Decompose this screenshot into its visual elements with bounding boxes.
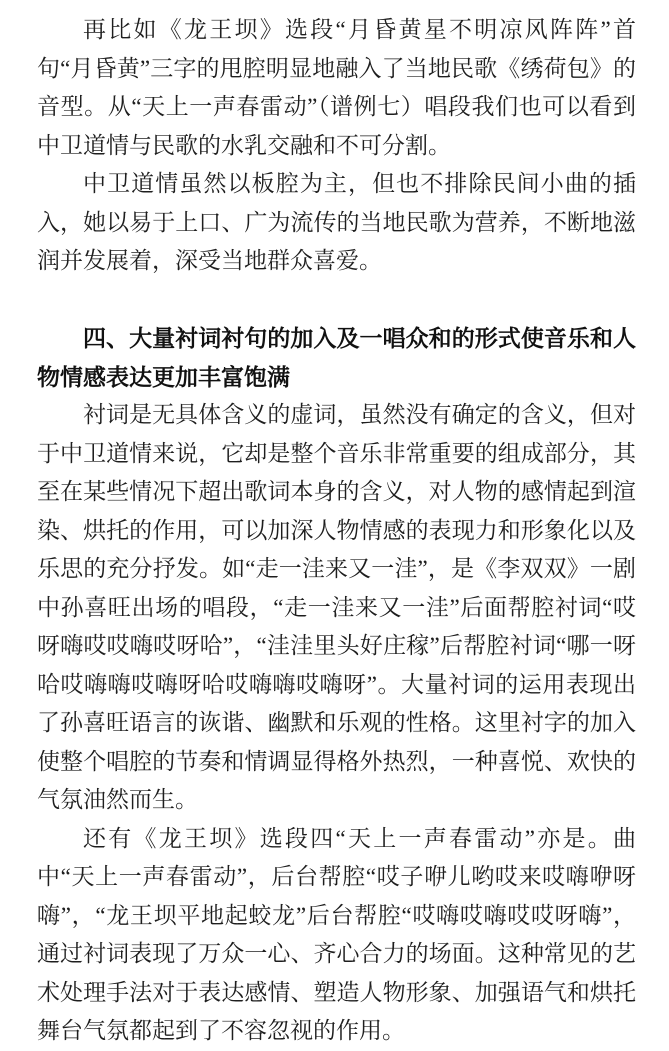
paragraph-chenci-explain: 衬词是无具体含义的虚词，虽然没有确定的含义，但对于中卫道情来说，它却是整个音乐非常重要的组成部分，其至在某些情况下超出歌词本身的含义，对人物的感情起到渲染、烘托的作用，可以加深人物情感的表现力和形象化以及乐思的充分抒发。如“走一洼来又一洼”，是《李双双》一剧中孙喜旺出场的唱段，“走一洼来又一洼”后面帮腔衬词“哎呀嗨哎哎嗨哎呀哈”，“洼洼里头好庄稼”后帮腔衬词“哪一呀哈哎嗨嗨哎嗨呀哈哎嗨嗨哎嗨呀”。大量衬词的运用表现出了孙喜旺语言的诙谐、幽默和乐观的性格。这里衬字的加入使整个唱腔的节奏和情调显得格外热烈，一种喜悦、欢快的气氛油然而生。 (37, 402, 636, 812)
paragraph-longwangba-quote: 再比如《龙王坝》选段“月昏黄星不明凉风阵阵”首句“月昏黄”三字的甩腔明显地融入了当地民歌《绣荷包》的音型。从“天上一声春雷动”（谱例七）唱段我们也可以看到中卫道情与民歌的水乳交融和不可分割。 (37, 17, 636, 158)
paragraph-banqiang-folk: 中卫道情虽然以板腔为主，但也不排除民间小曲的插入，她以易于上口、广为流传的当地民歌为营养，不断地滋润并发展着，深受当地群众喜爱。 (37, 171, 636, 273)
paragraph-longwangba-chorus: 还有《龙王坝》选段四“天上一声春雷动”亦是。曲中“天上一声春雷动”，后台帮腔“哎子咿儿哟哎来哎嗨咿呀嗨”，“龙王坝平地起蛟龙”后台帮腔“哎嗨哎嗨哎哎呀嗨”，通过衬词表现了万众一心、齐心合力的场面。这种常见的艺术处理手法对于表达感情、塑造人物形象、加强语气和烘托舞台气氛都起到了不容忽视的作用。 (37, 825, 636, 1043)
section-heading: 四、大量衬词衬句的加入及一唱众和的形式使音乐和人物情感表达更加丰富饱满 (37, 325, 636, 390)
